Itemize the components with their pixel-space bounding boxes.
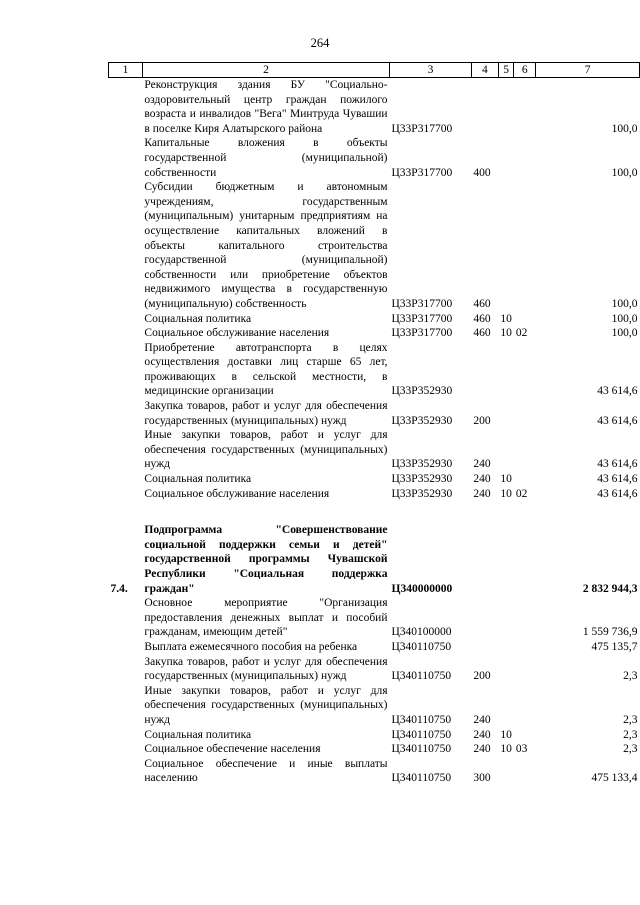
row-number: [109, 399, 143, 428]
row-number: [109, 180, 143, 311]
row-amount: 475 135,7: [591, 640, 638, 653]
row-col4: [471, 596, 498, 640]
row-name: Иные закупки товаров, работ и услуг для обеспечения государственных (муниципальных) нужд: [144, 429, 388, 471]
row-col4: [471, 78, 498, 137]
row-code: Ц340000000: [391, 582, 453, 595]
row-name: Выплата ежемесячного пособия на ребенка: [144, 640, 358, 653]
row-amount: 2,3: [623, 713, 638, 726]
row-code: Ц340100000: [391, 626, 452, 639]
row-col6: [514, 655, 536, 684]
table-row: [109, 180, 640, 311]
row-amount: 100,0: [611, 122, 638, 135]
row-col6: [514, 472, 536, 487]
row-number: [109, 640, 143, 655]
row-name: Закупка товаров, работ и услуг для обеспечения государственных (муниципальных) нужд: [144, 400, 388, 427]
row-col4: 300: [473, 772, 491, 785]
table-row: [109, 78, 640, 137]
row-amount: 475 133,4: [591, 772, 638, 785]
row-col4: [471, 341, 498, 399]
table-row: [109, 640, 640, 655]
column-header-1: 1: [109, 63, 143, 78]
row-amount: 2,3: [623, 743, 638, 756]
row-number: [109, 757, 143, 786]
table-row: [109, 596, 640, 640]
row-col6: [514, 78, 536, 137]
table-row: [109, 742, 640, 757]
row-col5: [498, 640, 514, 655]
table-row: [109, 757, 640, 786]
row-col5: [498, 757, 514, 786]
row-col4: 460: [473, 297, 491, 310]
table-row: [109, 326, 640, 341]
row-col5: [498, 655, 514, 684]
table-row: [109, 472, 640, 487]
row-number: [109, 136, 143, 180]
row-col6: [514, 428, 536, 472]
row-col6: [514, 757, 536, 786]
row-col5: 10: [500, 728, 512, 741]
table-row: [109, 312, 640, 327]
row-code: Ц33Р317700: [391, 312, 453, 325]
table-row: [109, 399, 640, 428]
row-col5: 10: [500, 487, 512, 500]
row-name: Приобретение автотранспорта в целях осуществления доставки лиц старше 65 лет, проживающих в сельской местности, в медицинские организации: [144, 341, 388, 398]
column-header-7: 7: [536, 63, 640, 78]
row-code: Ц340110750: [391, 670, 452, 683]
row-col6: [514, 640, 536, 655]
table-header-row: [109, 63, 640, 78]
budget-table: [108, 62, 640, 786]
row-col4: 460: [473, 327, 491, 340]
row-col6: 02: [515, 327, 528, 340]
row-col6: [514, 399, 536, 428]
row-name: Социальное обеспечение населения: [144, 743, 321, 756]
row-name: Социальное обслуживание населения: [144, 487, 330, 500]
row-amount: 100,0: [611, 297, 638, 310]
row-col5: 10: [500, 327, 512, 340]
row-code: Ц340110750: [391, 772, 452, 785]
row-number: [109, 472, 143, 487]
row-col4: 240: [473, 458, 491, 471]
row-amount: 43 614,6: [597, 414, 638, 427]
table-row: [109, 136, 640, 180]
row-number: [109, 326, 143, 341]
row-code: Ц33Р317700: [391, 122, 453, 135]
row-number: [109, 487, 143, 502]
table-row: [109, 684, 640, 728]
row-col4: 240: [473, 487, 491, 500]
row-amount: 43 614,6: [597, 385, 638, 398]
table-row: [109, 487, 640, 502]
row-amount: 2 832 944,3: [582, 582, 638, 595]
row-col5: [498, 180, 514, 311]
row-number: [109, 341, 143, 399]
row-code: Ц33Р352930: [391, 487, 453, 500]
row-col4: 240: [473, 743, 491, 756]
table-body: [109, 78, 640, 786]
row-amount: 100,0: [611, 166, 638, 179]
column-header-2: 2: [142, 63, 389, 78]
table-row: [109, 523, 640, 596]
row-col4: 200: [473, 414, 491, 427]
row-col5: [498, 399, 514, 428]
row-amount: 2,3: [623, 728, 638, 741]
row-name: Закупка товаров, работ и услуг для обеспечения государственных (муниципальных) нужд: [144, 655, 388, 683]
row-code: Ц340110750: [391, 713, 452, 726]
row-col6: [514, 312, 536, 327]
table-row: [109, 428, 640, 472]
row-code: Ц33Р352930: [391, 385, 453, 398]
row-number: [109, 312, 143, 327]
row-col5: [498, 341, 514, 399]
row-col5: [498, 78, 514, 137]
row-amount: 100,0: [611, 327, 638, 340]
page-number: 264: [310, 36, 330, 50]
row-amount: 100,0: [611, 312, 638, 325]
row-col4: 400: [473, 166, 491, 179]
column-header-5: 5: [498, 63, 514, 78]
row-name: Капитальные вложения в объекты государственной (муниципальной) собственности: [144, 137, 388, 179]
table-row: [109, 728, 640, 743]
row-code: Ц340110750: [391, 743, 452, 756]
row-name: Подпрограмма "Совершенствование социальной поддержки семьи и детей" государственной программы Чувашской Республики "Социальная поддержка граждан": [144, 524, 388, 595]
row-col6: [514, 341, 536, 399]
table-row: [109, 655, 640, 684]
row-col4: [471, 523, 498, 596]
row-name: Социальное обеспечение и иные выплаты населению: [144, 757, 388, 785]
row-col4: 200: [473, 670, 491, 683]
row-col4: 240: [473, 713, 491, 726]
row-code: Ц33Р317700: [391, 327, 453, 340]
row-col4: 240: [473, 473, 491, 486]
row-amount: 2,3: [623, 670, 638, 683]
row-col5: 10: [500, 473, 512, 486]
row-col5: [498, 136, 514, 180]
row-name: Реконструкция здания БУ "Социально-оздоровительный центр граждан пожилого возраста и инвалидов "Вега" Минтруда Чувашии в поселке Киря Алатырского района: [144, 79, 388, 135]
row-code: Ц33Р352930: [391, 473, 453, 486]
row-amount: 43 614,6: [597, 487, 638, 500]
row-col5: 10: [500, 743, 512, 756]
row-col6: 03: [515, 743, 528, 756]
column-header-6: 6: [514, 63, 536, 78]
spacer-cell: [109, 501, 640, 523]
row-col5: [498, 596, 514, 640]
row-code: Ц33Р317700: [391, 166, 453, 179]
row-col5: [498, 684, 514, 728]
row-col6: [514, 684, 536, 728]
table-row: [109, 341, 640, 399]
row-number: 7.4.: [110, 582, 128, 595]
row-name: Основное мероприятие "Организация предоставления денежных выплат и пособий гражданам, имеющим детей": [144, 597, 388, 639]
row-number: [109, 78, 143, 137]
row-number: [109, 684, 143, 728]
row-col6: [514, 596, 536, 640]
row-amount: 43 614,6: [597, 473, 638, 486]
row-col6: 02: [515, 487, 528, 500]
section-spacer: [109, 501, 640, 523]
row-col4: 460: [473, 312, 491, 325]
row-name: Социальная политика: [144, 728, 252, 741]
row-number: [109, 728, 143, 743]
column-header-3: 3: [390, 63, 472, 78]
row-name: Социальное обслуживание населения: [144, 327, 330, 340]
row-number: [109, 742, 143, 757]
row-name: Иные закупки товаров, работ и услуг для обеспечения государственных (муниципальных) нужд: [144, 684, 388, 726]
row-col6: [514, 180, 536, 311]
row-amount: 1 559 736,9: [582, 626, 638, 639]
row-code: Ц33Р317700: [391, 297, 453, 310]
row-col6: [514, 728, 536, 743]
row-name: Субсидии бюджетным и автономным учреждениям, государственным (муниципальным) унитарным предприятиям на осуществление капитальных вложений в объекты капитального строительства государственной (муниципальной) собственности или приобретение объектов недвижимого имущества в государственную (муниципальную) собственность: [144, 181, 388, 310]
row-code: Ц33Р352930: [391, 458, 453, 471]
row-code: Ц33Р352930: [391, 414, 453, 427]
row-col5: [498, 523, 514, 596]
row-name: Социальная политика: [144, 473, 252, 486]
column-header-4: 4: [471, 63, 498, 78]
row-code: Ц340110750: [391, 728, 452, 741]
row-code: Ц340110750: [391, 640, 452, 653]
row-number: [109, 596, 143, 640]
row-col6: [514, 523, 536, 596]
row-col5: 10: [500, 312, 512, 325]
row-number: [109, 655, 143, 684]
row-amount: 43 614,6: [597, 458, 638, 471]
row-col6: [514, 136, 536, 180]
row-col5: [498, 428, 514, 472]
row-col4: [471, 640, 498, 655]
row-col4: 240: [473, 728, 491, 741]
row-number: [109, 428, 143, 472]
row-name: Социальная политика: [144, 312, 252, 325]
